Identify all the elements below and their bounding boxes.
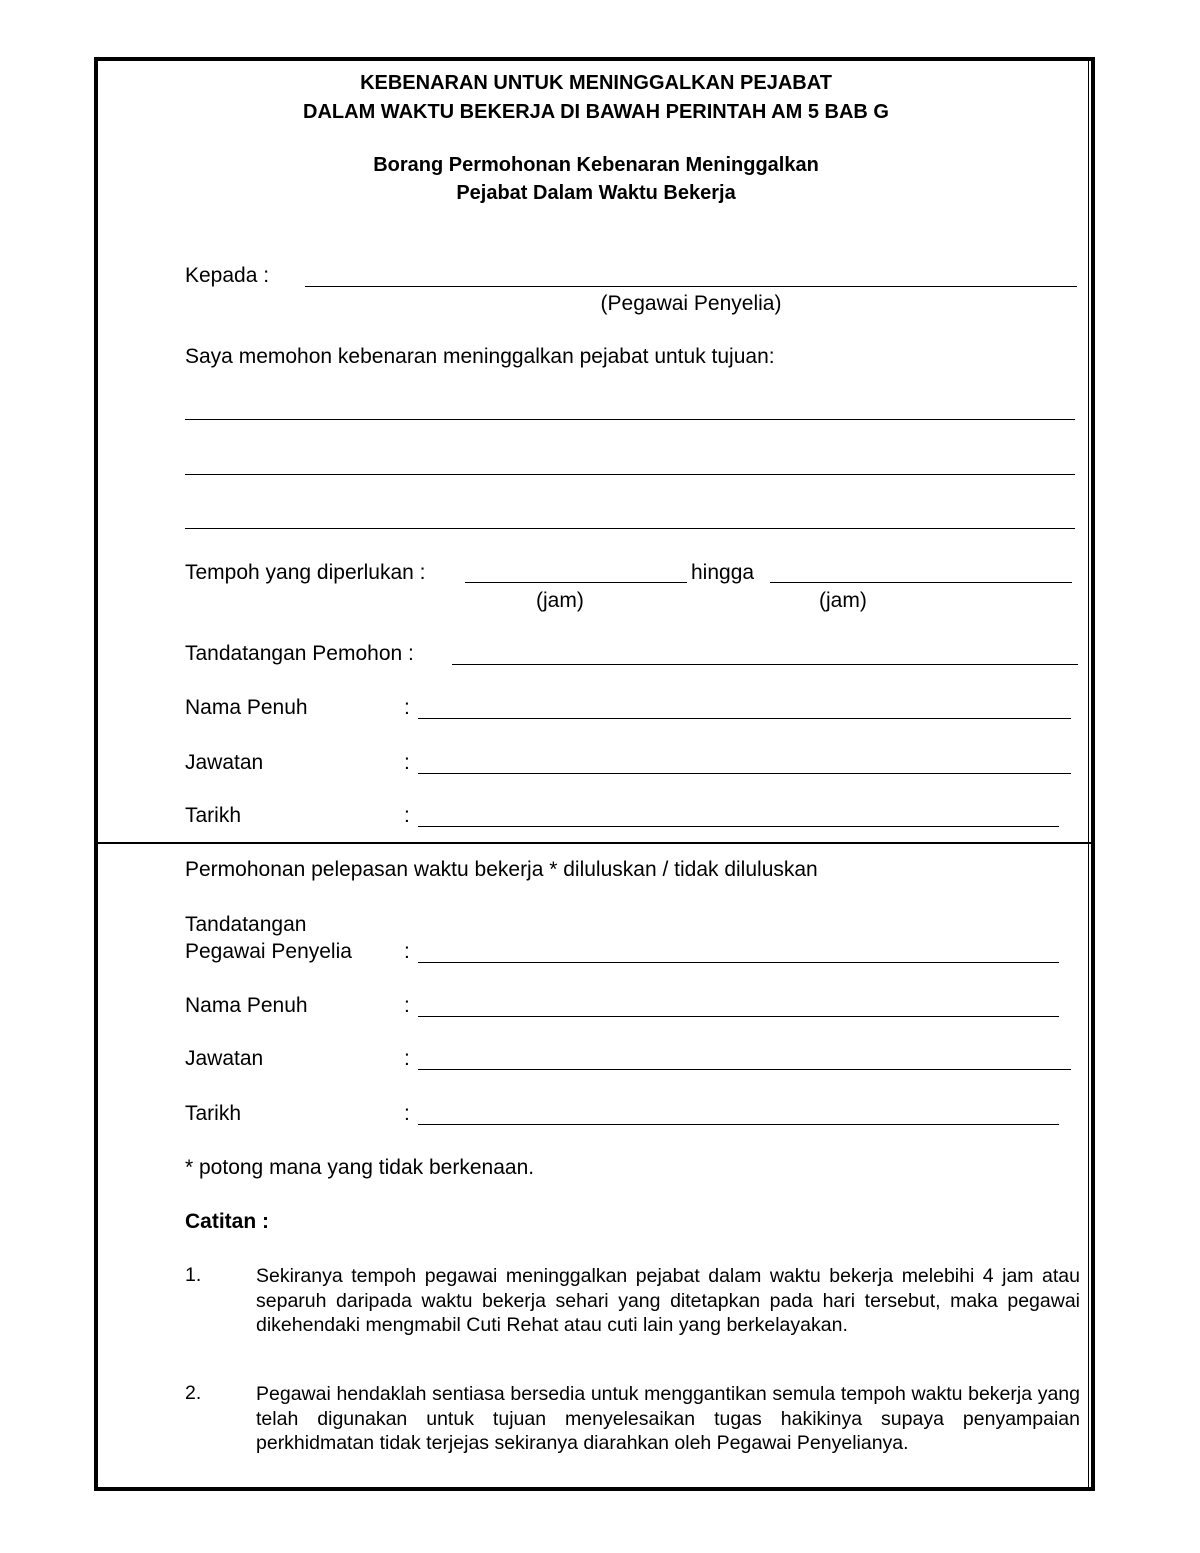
applicant-date-label: Tarikh (185, 804, 242, 827)
decision-text: Permohonan pelepasan waktu bekerja * diluluskan / tidak diluluskan (185, 858, 818, 881)
applicant-name-colon: : (404, 696, 410, 719)
note-text-2: Pegawai hendaklah sentiasa bersedia untuk menggantikan semula tempoh waktu bekerja yang telah digunakan untuk tujuan menyelesaikan tugas hakikinya supaya penyampaian perkhidmatan tidak terjejas sekiranya diarahkan oleh Pegawai Penyelianya. (256, 1383, 1080, 1454)
supervisor-name-label: Nama Penuh (185, 994, 308, 1017)
hour-caption-from: (jam) (536, 589, 584, 612)
supervisor-position-field[interactable] (418, 1069, 1071, 1070)
duration-label: Tempoh yang diperlukan : (185, 561, 426, 584)
notes-heading: Catitan : (185, 1210, 269, 1233)
applicant-signature-label: Tandatangan Pemohon : (185, 642, 414, 665)
note-number-1: 1. (185, 1264, 202, 1286)
supervisor-signature-field[interactable] (418, 962, 1059, 963)
note-number-2: 2. (185, 1382, 202, 1404)
applicant-position-label: Jawatan (185, 751, 264, 774)
supervisor-signature-label-1: Tandatangan (185, 913, 307, 936)
footnote: * potong mana yang tidak berkenaan. (185, 1156, 535, 1179)
supervisor-date-label: Tarikh (185, 1102, 242, 1125)
applicant-name-label: Nama Penuh (185, 696, 308, 719)
duration-from-field[interactable] (465, 582, 687, 583)
supervisor-name-field[interactable] (418, 1016, 1059, 1017)
form-title-line-2: DALAM WAKTU BEKERJA DI BAWAH PERINTAH AM 5 BAB G (303, 101, 889, 123)
supervisor-position-colon: : (404, 1047, 410, 1070)
applicant-signature-field[interactable] (452, 664, 1078, 665)
applicant-position-colon: : (404, 751, 410, 774)
applicant-date-field[interactable] (418, 826, 1059, 827)
applicant-name-field[interactable] (418, 718, 1071, 719)
supervisor-name-colon: : (404, 994, 410, 1017)
section-divider (98, 842, 1091, 844)
purpose-line-3[interactable] (185, 528, 1075, 529)
supervisor-signature-label-2: Pegawai Penyelia (185, 940, 352, 963)
note-text-1: Sekiranya tempoh pegawai meninggalkan pejabat dalam waktu bekerja melebihi 4 jam atau separuh daripada waktu bekerja sehari yang ditetapkan pada hari tersebut, maka pegawai dikehendaki mengmabil Cuti Rehat atau cuti lain yang berkelayakan. (256, 1265, 1080, 1336)
supervisor-date-colon: : (404, 1102, 410, 1125)
to-field[interactable] (305, 286, 1077, 287)
hour-caption-to: (jam) (819, 589, 867, 612)
applicant-position-field[interactable] (418, 773, 1071, 774)
duration-to-field[interactable] (770, 582, 1072, 583)
to-caption: (Pegawai Penyelia) (600, 292, 782, 315)
purpose-label: Saya memohon kebenaran meninggalkan pejabat untuk tujuan: (185, 345, 775, 368)
purpose-line-2[interactable] (185, 474, 1075, 475)
form-title-line-1: KEBENARAN UNTUK MENINGGALKAN PEJABAT (360, 72, 832, 94)
form-subtitle-line-1: Borang Permohonan Kebenaran Meninggalkan (373, 154, 819, 176)
supervisor-position-label: Jawatan (185, 1047, 264, 1070)
to-label: Kepada : (185, 264, 270, 287)
until-label: hingga (691, 561, 755, 584)
form-subtitle-line-2: Pejabat Dalam Waktu Bekerja (456, 182, 736, 204)
purpose-line-1[interactable] (185, 419, 1075, 420)
applicant-date-colon: : (404, 804, 410, 827)
supervisor-date-field[interactable] (418, 1124, 1059, 1125)
supervisor-signature-colon: : (404, 940, 410, 963)
